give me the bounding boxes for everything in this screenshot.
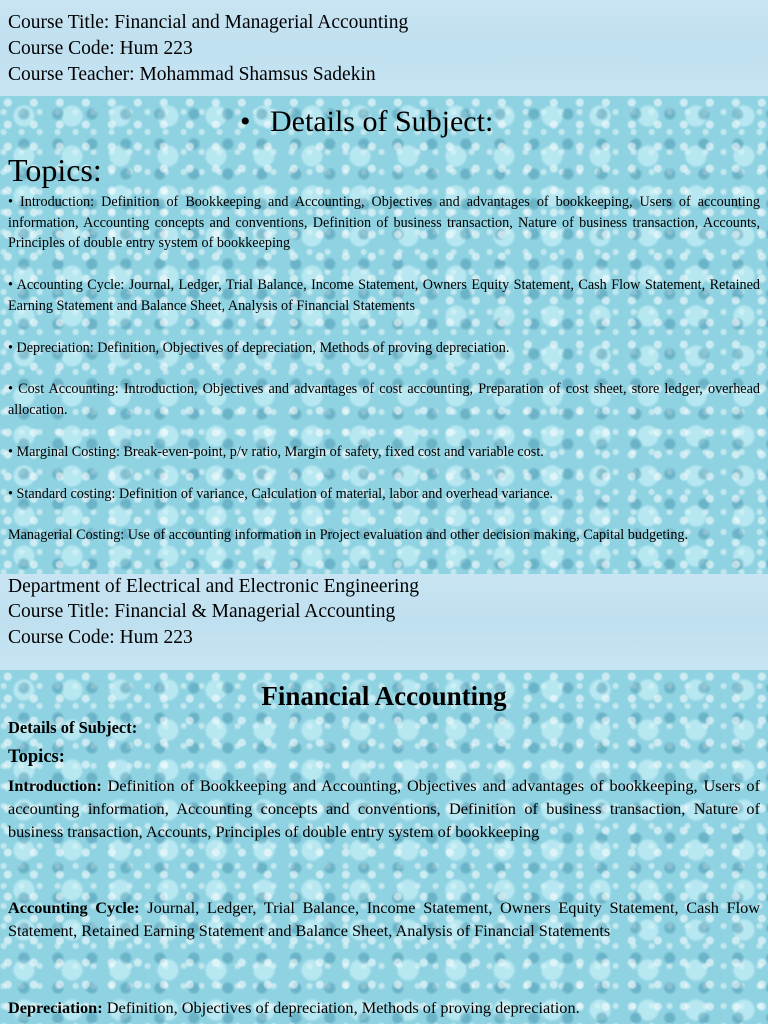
- topic-2-introduction-label: Introduction:: [8, 776, 102, 795]
- topic-2-depreciation-label: Depreciation:: [8, 998, 103, 1017]
- topic-standard-costing: • Standard costing: Definition of variance, Calculation of material, labor and overhead variance.: [8, 486, 554, 502]
- topic-2-depreciation-text: Definition, Objectives of depreciation, Methods of proving depreciation.: [102, 998, 580, 1017]
- heading-bullet: •: [240, 105, 251, 138]
- topic-depreciation: • Depreciation: Definition, Objectives of depreciation, Methods of proving depreciation.: [8, 340, 510, 356]
- details-heading-text: Details of Subject:: [270, 105, 494, 138]
- topic-2-depreciation: [8, 996, 760, 1019]
- topic-2-introduction-text: Definition of Bookkeeping and Accounting, Objectives and advantages of bookkeeping, Users of accounting information, Accounting concepts and conventions, Definition of business transaction, Nature of business transaction, Accounts, Principles of double entry system of bookkeeping: [8, 776, 760, 842]
- topic-2-accounting-cycle-label: Accounting Cycle:: [8, 898, 140, 917]
- topics-label-2: Topics:: [8, 747, 65, 767]
- topic-2-accounting-cycle: [8, 896, 760, 942]
- course-title-line: Course Title: Financial and Managerial Accounting: [8, 12, 409, 33]
- financial-accounting-title: Financial Accounting: [261, 681, 507, 711]
- details-heading: [240, 104, 493, 140]
- topic-2-accounting-cycle-text: Journal, Ledger, Trial Balance, Income Statement, Owners Equity Statement, Cash Flow Statement, Retained Earning Statement and Balance Sheet, Analysis of Financial Statements: [8, 898, 761, 941]
- course-code-line: Course Code: Hum 223: [8, 38, 193, 59]
- topic-marginal-costing: • Marginal Costing: Break-even-point, p/v ratio, Margin of safety, fixed cost and variable cost.: [8, 444, 544, 460]
- department-line: Department of Electrical and Electronic Engineering: [8, 576, 419, 597]
- details-label-2: Details of Subject:: [8, 718, 138, 737]
- topic-introduction: • Introduction: Definition of Bookkeeping and Accounting, Objectives and advantages of bookkeeping, Users of accounting information, Accounting concepts and conventions, Definition of business transaction, Nature of business transaction, Accounts, Principles of double entry system of bookkeeping: [8, 194, 760, 251]
- topic-2-introduction: [8, 774, 760, 844]
- topic-accounting-cycle: • Accounting Cycle: Journal, Ledger, Trial Balance, Income Statement, Owners Equity Statement, Cash Flow Statement, Retained Earning Statement and Balance Sheet, Analysis of Financial Statements: [8, 277, 760, 314]
- topic-managerial-costing: Managerial Costing: Use of accounting information in Project evaluation and other decision making, Capital budgeting.: [8, 527, 689, 543]
- course-title-line-2: Course Title: Financial & Managerial Accounting: [8, 601, 396, 622]
- course-code-line-2: Course Code: Hum 223: [8, 627, 193, 648]
- topics-label: Topics:: [8, 152, 102, 188]
- topic-cost-accounting: • Cost Accounting: Introduction, Objectives and advantages of cost accounting, Preparation of cost sheet, store ledger, overhead allocation.: [8, 381, 760, 418]
- course-teacher-line: Course Teacher: Mohammad Shamsus Sadekin: [8, 64, 376, 85]
